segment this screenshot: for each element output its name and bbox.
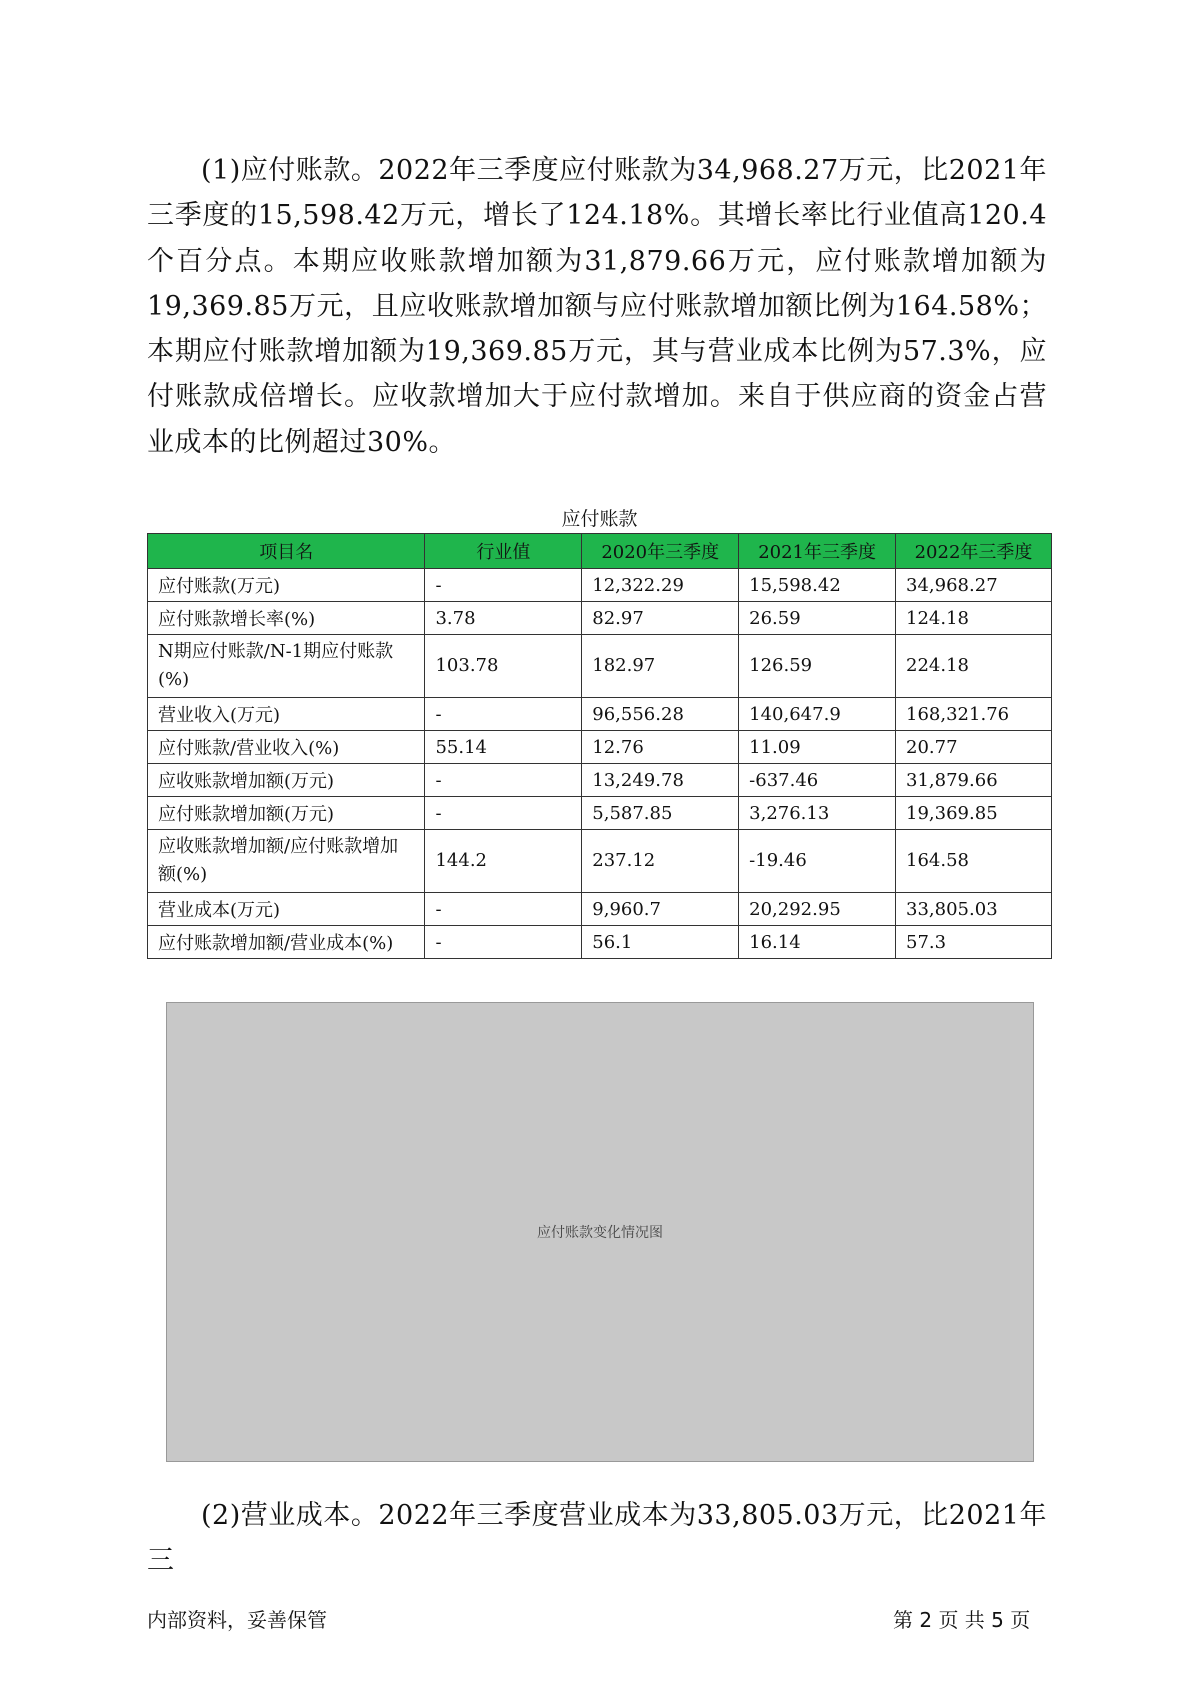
table-cell: 31,879.66 <box>896 764 1052 797</box>
table-cell: 20,292.95 <box>739 893 896 926</box>
table-cell: - <box>425 698 582 731</box>
table-row <box>148 635 1052 698</box>
table-cell: 82.97 <box>582 602 739 635</box>
table-row <box>148 797 1052 830</box>
table-cell: 15,598.42 <box>739 569 896 602</box>
row-label: 应付账款增加额(万元) <box>148 797 425 830</box>
table-cell: 56.1 <box>582 926 739 959</box>
header-2021q3: 2021年三季度 <box>739 534 896 569</box>
table-cell: 140,647.9 <box>739 698 896 731</box>
table-cell: - <box>425 797 582 830</box>
row-label: 应付账款增加额/营业成本(%) <box>148 926 425 959</box>
row-label: 营业成本(万元) <box>148 893 425 926</box>
table-cell: 237.12 <box>582 830 739 893</box>
table-cell: 103.78 <box>425 635 582 698</box>
paragraph-payables-text: (1)应付账款。2022年三季度应付账款为34,968.27万元，比2021年三季度的15,598.42万元，增长了124.18%。其增长率比行业值高120.4个百分点。本期应收账款增加额为31,879.66万元，应付账款增加额为19,369.85万元，且应收账款增加额与应付账款增加额比例为164.58%；本期应付账款增加额为19,369.85万元，其与营业成本比例为57.3%，应付账款成倍增长。应收款增加大于应付款增加。来自于供应商的资金占营业成本的比例超过30%。 <box>147 155 1047 458</box>
table-cell: 19,369.85 <box>896 797 1052 830</box>
footer-confidential: 内部资料，妥善保管 <box>147 1608 327 1632</box>
table-cell: 33,805.03 <box>896 893 1052 926</box>
table-cell: 57.3 <box>896 926 1052 959</box>
table-cell: 3,276.13 <box>739 797 896 830</box>
payables-table <box>147 533 1052 959</box>
table-cell: 224.18 <box>896 635 1052 698</box>
table-cell: 144.2 <box>425 830 582 893</box>
header-2022q3: 2022年三季度 <box>896 534 1052 569</box>
table-cell: 5,587.85 <box>582 797 739 830</box>
row-label: 应付账款增长率(%) <box>148 602 425 635</box>
table-cell: 26.59 <box>739 602 896 635</box>
paragraph-operating-cost <box>147 1493 1047 1584</box>
row-label: 应收账款增加额(万元) <box>148 764 425 797</box>
table-row <box>148 893 1052 926</box>
table-cell: 96,556.28 <box>582 698 739 731</box>
row-label: 应付账款(万元) <box>148 569 425 602</box>
table-cell: - <box>425 764 582 797</box>
table-cell: 126.59 <box>739 635 896 698</box>
table-cell: 182.97 <box>582 635 739 698</box>
row-label: 营业收入(万元) <box>148 698 425 731</box>
table-cell: 13,249.78 <box>582 764 739 797</box>
table-row <box>148 698 1052 731</box>
payables-chart-image <box>166 1002 1034 1462</box>
chart-image-placeholder: 应付账款变化情况图 <box>166 1002 1034 1462</box>
table-cell: 11.09 <box>739 731 896 764</box>
table-cell: -637.46 <box>739 764 896 797</box>
table-row <box>148 602 1052 635</box>
table-cell: - <box>425 926 582 959</box>
table-cell: - <box>425 893 582 926</box>
header-2020q3: 2020年三季度 <box>582 534 739 569</box>
table-cell: 20.77 <box>896 731 1052 764</box>
table-row <box>148 731 1052 764</box>
table-cell: 12,322.29 <box>582 569 739 602</box>
row-label: 应收账款增加额/应付账款增加额(%) <box>148 830 425 893</box>
table-row <box>148 764 1052 797</box>
table-row <box>148 569 1052 602</box>
table-cell: - <box>425 569 582 602</box>
table-cell: 168,321.76 <box>896 698 1052 731</box>
table-cell: 12.76 <box>582 731 739 764</box>
footer-page-number: 第 2 页 共 5 页 <box>893 1608 1031 1632</box>
table-cell: 3.78 <box>425 602 582 635</box>
table-cell: 16.14 <box>739 926 896 959</box>
header-item: 项目名 <box>148 534 425 569</box>
table-cell: 34,968.27 <box>896 569 1052 602</box>
table-cell: -19.46 <box>739 830 896 893</box>
row-label: N期应付账款/N-1期应付账款(%) <box>148 635 425 698</box>
table-cell: 164.58 <box>896 830 1052 893</box>
header-industry: 行业值 <box>425 534 582 569</box>
table-row <box>148 926 1052 959</box>
row-label: 应付账款/营业收入(%) <box>148 731 425 764</box>
table-caption: 应付账款 <box>561 508 638 530</box>
table-header-row <box>148 534 1052 569</box>
paragraph-operating-cost-text: (2)营业成本。2022年三季度营业成本为33,805.03万元，比2021年三 <box>147 1500 1047 1577</box>
table-cell: 9,960.7 <box>582 893 739 926</box>
table-cell: 124.18 <box>896 602 1052 635</box>
table-row <box>148 830 1052 893</box>
table-cell: 55.14 <box>425 731 582 764</box>
paragraph-payables <box>147 148 1047 465</box>
